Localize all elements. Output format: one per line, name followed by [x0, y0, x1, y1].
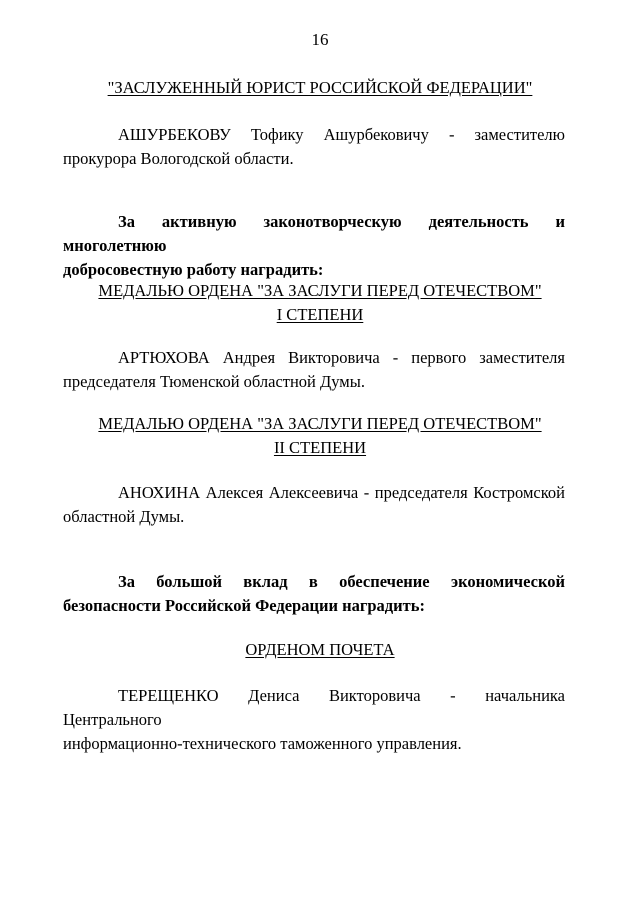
award-heading-degree: II СТЕПЕНИ	[273, 438, 367, 457]
award-heading-order-of-honour	[60, 638, 580, 662]
intro-line-1: За активную законотворческую деятельность и многолетнюю	[63, 212, 565, 255]
award-entry-anokhin	[63, 481, 565, 529]
award-heading-line: ОРДЕНОМ ПОЧЕТА	[245, 640, 395, 659]
entry-line-2: председателя Тюменской областной Думы.	[63, 372, 365, 391]
entry-line-2: информационно-технического таможенного управления.	[63, 734, 462, 753]
entry-line-1: АШУРБЕКОВУ Тофику Ашурбековичу - заместителю	[118, 125, 565, 144]
award-heading-medal-1st-degree	[60, 279, 580, 327]
intro-line-2: безопасности Российской Федерации наградить:	[63, 596, 425, 615]
award-heading-line: МЕДАЛЬЮ ОРДЕНА "ЗА ЗАСЛУГИ ПЕРЕД ОТЕЧЕСТВОМ"	[98, 281, 542, 300]
award-intro-legislative	[63, 210, 565, 282]
award-entry-tereshchenko	[63, 684, 565, 756]
intro-line-2: добросовестную работу наградить:	[63, 260, 324, 279]
entry-line-1: ТЕРЕЩЕНКО Дениса Викторовича - начальника Центрального	[63, 686, 565, 729]
award-heading-medal-2nd-degree	[60, 412, 580, 460]
entry-line-1: АНОХИНА Алексея Алексеевича - председателя Костромской	[118, 483, 565, 502]
award-heading-honored-lawyer	[60, 76, 580, 100]
entry-line-2: областной Думы.	[63, 507, 185, 526]
award-intro-economic-security	[63, 570, 565, 618]
entry-line-1: АРТЮХОВА Андрея Викторовича - первого заместителя	[118, 348, 565, 367]
award-entry-ashurbekov	[63, 123, 565, 171]
award-entry-artyukhov	[63, 346, 565, 394]
award-heading-degree: I СТЕПЕНИ	[276, 305, 364, 324]
award-heading-line: МЕДАЛЬЮ ОРДЕНА "ЗА ЗАСЛУГИ ПЕРЕД ОТЕЧЕСТВОМ"	[98, 414, 542, 433]
award-heading-line: "ЗАСЛУЖЕННЫЙ ЮРИСТ РОССИЙСКОЙ ФЕДЕРАЦИИ"	[107, 78, 533, 97]
page-number: 16	[311, 30, 329, 49]
intro-line-1: За большой вклад в обеспечение экономической	[118, 572, 565, 591]
entry-line-2: прокурора Вологодской области.	[63, 149, 294, 168]
